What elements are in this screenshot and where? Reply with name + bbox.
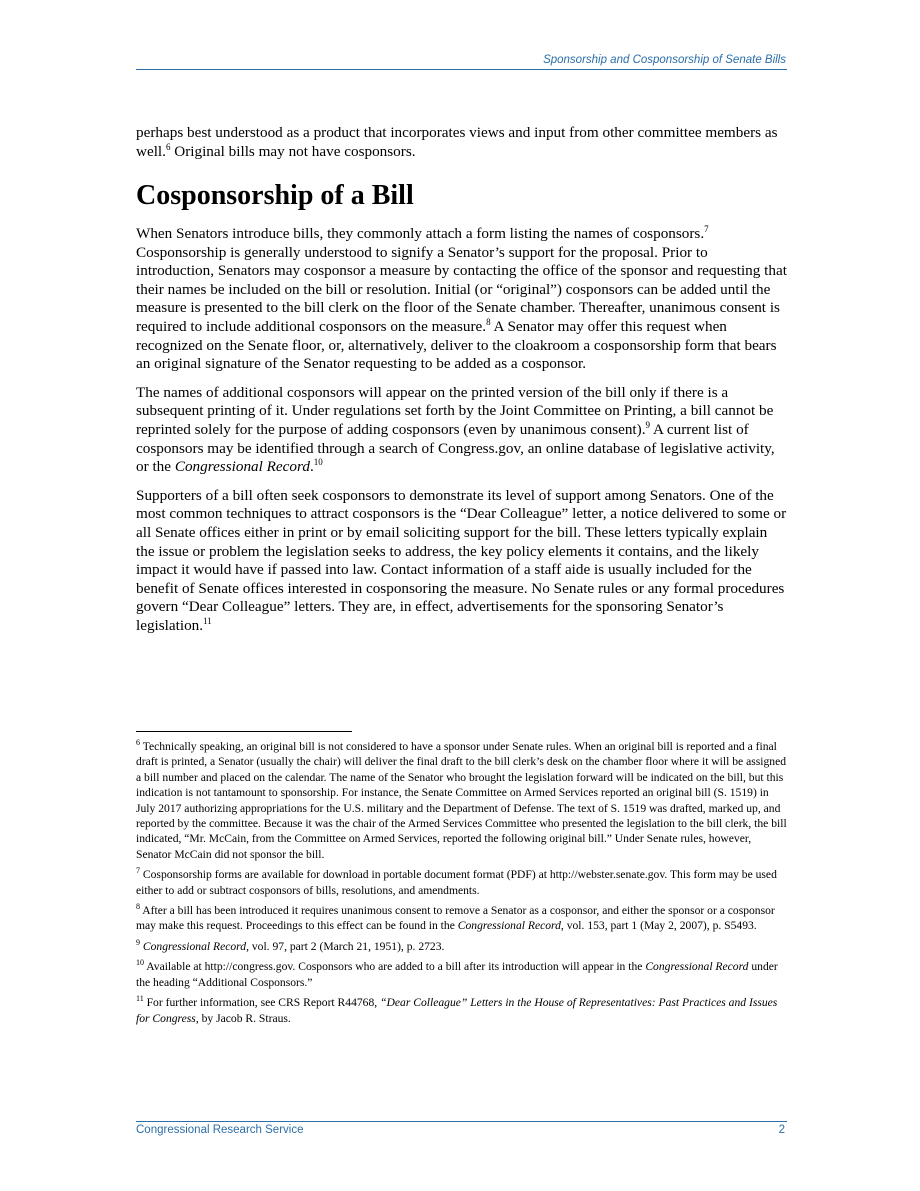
footnote-text-a: Available at http://congress.gov. Cosponsors who are added to a bill after its introduction will appear in the xyxy=(144,960,646,974)
paragraph-2 xyxy=(136,384,788,477)
footnote-italic: Congressional Record xyxy=(645,960,749,974)
running-header: Sponsorship and Cosponsorship of Senate Bills xyxy=(543,54,786,66)
footnote-text-b: , vol. 153, part 1 (May 2, 2007), p. S5493. xyxy=(560,919,757,933)
footer-organization: Congressional Research Service xyxy=(136,1124,304,1136)
footnote-10 xyxy=(136,959,788,990)
footnote-text-b: , by Jacob R. Straus. xyxy=(195,1011,291,1025)
paragraph-1 xyxy=(136,225,788,374)
footnote-text-b: under the heading “Additional Cosponsors.” xyxy=(136,960,778,989)
paragraph-3-text: Supporters of a bill often seek cosponsors to demonstrate its level of support among Senators. One of the most common techniques to attract cosponsors is the “Dear Colleague” letter, a notice delivered to some or all Senate offices either in print or by email soliciting support for the bill. These letters typically explain the issue or problem the legislation seeks to address, the key policy elements it contains, and the likely impact it would have if passed into law. Contact information of a staff aide is usually included for the benefit of Senate offices interested in cosponsoring the measure. No Senate rules or any formal procedures govern “Dear Colleague” letters. They are, in effect, advertisements for the sponsoring Senator’s legislation. xyxy=(136,486,787,634)
paragraph-3 xyxy=(136,487,788,636)
footnote-italic: Congressional Record xyxy=(142,939,247,953)
footnote-text-b: , vol. 97, part 2 (March 21, 1951), p. 2723. xyxy=(246,939,445,953)
footnote-text: Cosponsorship forms are available for download in portable document format (PDF) at http://webster.senate.gov. This form may be used either to add or subtract cosponsors of bills, resolutions, and amendments. xyxy=(136,868,777,897)
footnote-ref-10[interactable]: 10 xyxy=(313,457,323,468)
footnote-8 xyxy=(136,903,788,934)
header-rule xyxy=(136,69,787,70)
footnote-ref-9[interactable]: 9 xyxy=(645,419,651,430)
footnote-separator xyxy=(136,731,352,732)
intro-text: perhaps best understood as a product that incorporates views and input from other committee members as well. xyxy=(136,124,778,160)
footnote-ref-11[interactable]: 11 xyxy=(203,615,212,626)
paragraph-2-text-b: A current list of cosponsors may be identified through a search of Congress.gov, an online database of legislative activity, or the xyxy=(136,420,775,476)
footnote-number: 6 xyxy=(136,738,140,748)
paragraph-2-text-c: . xyxy=(309,458,314,476)
footnote-number: 8 xyxy=(136,902,140,912)
section-heading: Cosponsorship of a Bill xyxy=(136,180,414,211)
page-number: 2 xyxy=(778,1124,785,1136)
paragraph-1-text-b: Cosponsorship is generally understood to signify a Senator’s support for the proposal. Prior to introduction, Senators may cosponsor a measure by contacting the office of the sponsor and requesting that their names be included on the bill or resolution. Initial (or “original”) cosponsors can be added until the measure is presented to the bill clerk on the floor of the Senate chamber. Thereafter, unanimous consent is required to include additional cosponsors on the measure. xyxy=(136,243,787,335)
footer-rule xyxy=(136,1121,787,1122)
intro-paragraph xyxy=(136,124,788,171)
footnote-number: 10 xyxy=(136,958,144,968)
intro-text-after: Original bills may not have cosponsors. xyxy=(170,142,416,160)
footnote-italic: “Dear Colleague” Letters in the House of Representatives: Past Practices and Issues for Congress xyxy=(136,996,778,1025)
footnote-ref-7[interactable]: 7 xyxy=(704,223,709,234)
congressional-record-italic: Congressional Record xyxy=(174,458,310,476)
footnote-text-a: After a bill has been introduced it requires unanimous consent to remove a Senator as a cosponsor, and either the sponsor or a cosponsor may make this request. Proceedings to this effect can be found in the xyxy=(136,904,775,933)
footnote-text-a: For further information, see CRS Report R44768, xyxy=(143,996,381,1010)
footnote-11 xyxy=(136,995,788,1026)
footnote-number: 9 xyxy=(136,938,140,948)
footnote-9 xyxy=(136,939,788,954)
body-paragraphs xyxy=(136,225,788,645)
footnote-number: 11 xyxy=(136,994,144,1004)
footnote-7 xyxy=(136,867,788,898)
footnote-number: 7 xyxy=(136,866,140,876)
footnote-ref-6[interactable]: 6 xyxy=(165,141,171,152)
paragraph-2-text-a: The names of additional cosponsors will appear on the printed version of the bill only if there is a subsequent printing of it. Under regulations set forth by the Joint Committee on Printing, a bill cannot be reprinted solely for the purpose of adding cosponsors (even by unanimous consent). xyxy=(136,383,774,438)
footnote-text: Technically speaking, an original bill is not considered to have a sponsor under Senate rules. When an original bill is reported and a final draft is printed, a Senator (usually the chair) will deliver the final draft to the bill clerk’s desk on the chamber floor where it will be assigned a bill number and placed on the calendar. The name of the Senator who brought the legislation forward will be indicated on the bill, but this indication is not tantamount to sponsorship. For instance, the Senate Committee on Armed Services reported an original bill (S. 1519) in July 2017 authorizing appropriations for the U.S. military and the Department of Defense. The text of S. 1519 was drafted, marked up, and reported by the committee. Because it was the chair of the Armed Services Committee who presented the legislation to the bill clerk, the bill indicated, “Mr. McCain, from the Committee on Armed Services, reported the following original bill.” Under Senate rules, however, Senator McCain did not sponsor the bill. xyxy=(136,740,787,861)
footnotes xyxy=(136,739,788,1031)
footnote-ref-8[interactable]: 8 xyxy=(486,316,491,327)
paragraph-1-text-a: When Senators introduce bills, they commonly attach a form listing the names of cosponsors. xyxy=(136,225,705,242)
footnote-6 xyxy=(136,739,788,862)
footnote-italic: Congressional Record xyxy=(457,919,561,933)
paragraph-1-text-c: A Senator may offer this request when recognized on the Senate floor, or, alternatively, deliver to the cloakroom a cosponsorship form that bears an original signature of the Senator requesting to be added as a cosponsor. xyxy=(136,317,777,373)
